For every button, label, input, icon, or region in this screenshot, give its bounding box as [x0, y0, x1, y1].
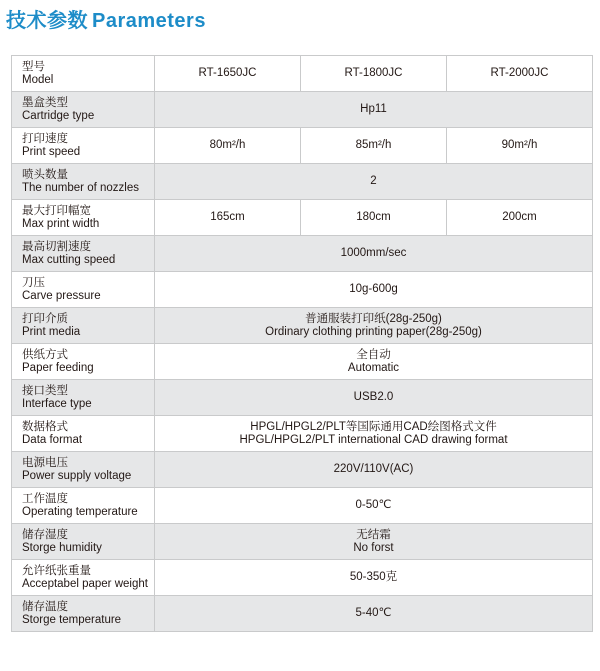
row-label-cn: 工作温度: [22, 492, 68, 505]
row-value: RT-1650JC: [155, 56, 301, 92]
row-value: RT-1800JC: [301, 56, 447, 92]
row-label-cn: 数据格式: [22, 420, 68, 433]
row-value-line: 全自动: [356, 348, 391, 361]
row-label-cn: 喷头数量: [22, 168, 68, 181]
row-value-line: 0-50℃: [355, 499, 392, 511]
row-label: [12, 272, 155, 308]
row-label-cn: 打印速度: [22, 132, 68, 145]
row-label: [12, 308, 155, 344]
row-value-line: 普通服装打印纸(28g-250g): [305, 312, 442, 325]
row-value: [155, 524, 593, 560]
row-value-line: HPGL/HPGL2/PLT international CAD drawing format: [239, 433, 508, 446]
row-label-cn: 型号: [22, 60, 45, 73]
table-row: [12, 560, 593, 596]
row-label: [12, 560, 155, 596]
row-value: [155, 380, 593, 416]
row-label-cn: 刀压: [22, 276, 45, 289]
row-value-line: 50-350克: [349, 571, 398, 583]
row-label: [12, 164, 155, 200]
row-value: RT-2000JC: [447, 56, 593, 92]
row-label-en: Operating temperature: [22, 505, 138, 518]
row-label-cn: 最高切割速度: [22, 240, 91, 253]
row-label: [12, 128, 155, 164]
row-value-line: Ordinary clothing printing paper(28g-250g): [265, 325, 482, 338]
parameters-table-body: [12, 56, 593, 632]
row-label-en: Acceptabel paper weight: [22, 577, 148, 590]
row-value: 180cm: [301, 200, 447, 236]
row-label-cn: 供纸方式: [22, 348, 68, 361]
table-row: [12, 272, 593, 308]
table-row: [12, 200, 593, 236]
table-row: [12, 380, 593, 416]
row-value-line: USB2.0: [353, 391, 394, 403]
row-label: [12, 524, 155, 560]
row-label: [12, 56, 155, 92]
row-label-cn: 接口类型: [22, 384, 68, 397]
table-row: [12, 92, 593, 128]
row-label-cn: 打印介质: [22, 312, 68, 325]
row-value: [155, 236, 593, 272]
row-value: [155, 164, 593, 200]
row-label-en: Max print width: [22, 217, 100, 230]
table-row: [12, 524, 593, 560]
row-value: [155, 272, 593, 308]
page-title-en: Parameters: [92, 10, 206, 32]
row-value-line: 220V/110V(AC): [333, 463, 414, 475]
row-label: [12, 236, 155, 272]
row-label-en: Storge humidity: [22, 541, 102, 554]
row-value-line: 5-40℃: [355, 607, 392, 619]
row-value-line: HPGL/HPGL2/PLT等国际通用CAD绘图格式文件: [250, 420, 497, 433]
table-row: [12, 344, 593, 380]
row-label: [12, 596, 155, 632]
row-label-cn: 储存湿度: [22, 528, 68, 541]
table-row: [12, 164, 593, 200]
row-label-en: The number of nozzles: [22, 181, 139, 194]
row-label: [12, 380, 155, 416]
table-row: [12, 308, 593, 344]
row-label: [12, 452, 155, 488]
row-label-en: Power supply voltage: [22, 469, 132, 482]
row-value: 85m²/h: [301, 128, 447, 164]
row-label-en: Print speed: [22, 145, 81, 158]
table-row: [12, 596, 593, 632]
row-value-line: Hp11: [360, 103, 387, 115]
row-label-en: Print media: [22, 325, 81, 338]
row-value-line: 10g-600g: [349, 283, 398, 295]
row-label: [12, 200, 155, 236]
table-row: [12, 236, 593, 272]
row-label-en: Paper feeding: [22, 361, 94, 374]
row-label-cn: 允许纸张重量: [22, 564, 91, 577]
row-label: [12, 344, 155, 380]
row-label-en: Model: [22, 73, 54, 86]
row-value-line: 2: [370, 175, 377, 187]
row-value: 80m²/h: [155, 128, 301, 164]
row-value: 165cm: [155, 200, 301, 236]
row-value: 200cm: [447, 200, 593, 236]
row-value: [155, 596, 593, 632]
table-row: [12, 452, 593, 488]
page-title-cn: 技术参数: [6, 8, 88, 32]
row-label-cn: 墨盒类型: [22, 96, 68, 109]
row-label-cn: 最大打印幅宽: [22, 204, 91, 217]
row-value: 90m²/h: [447, 128, 593, 164]
table-row: [12, 488, 593, 524]
row-value-line: 无结霜: [356, 528, 391, 541]
row-label-en: Interface type: [22, 397, 92, 410]
row-value: [155, 92, 593, 128]
table-row: [12, 128, 593, 164]
page-title: [6, 7, 206, 33]
row-value: [155, 308, 593, 344]
parameters-table: [11, 55, 593, 632]
row-label: [12, 92, 155, 128]
row-label-en: Storge temperature: [22, 613, 122, 626]
row-label-cn: 电源电压: [22, 456, 68, 469]
table-row: [12, 416, 593, 452]
row-value: [155, 344, 593, 380]
row-label-en: Data format: [22, 433, 83, 446]
table-row: [12, 56, 593, 92]
row-label: [12, 416, 155, 452]
row-value-line: No forst: [353, 541, 394, 554]
row-value: [155, 452, 593, 488]
row-value-line: 1000mm/sec: [340, 247, 407, 259]
row-label-en: Carve pressure: [22, 289, 101, 302]
row-value: [155, 416, 593, 452]
row-value-line: Automatic: [347, 361, 400, 374]
row-value: [155, 488, 593, 524]
row-label-en: Max cutting speed: [22, 253, 116, 266]
row-label-cn: 储存温度: [22, 600, 68, 613]
row-label: [12, 488, 155, 524]
row-value: [155, 560, 593, 596]
row-label-en: Cartridge type: [22, 109, 95, 122]
